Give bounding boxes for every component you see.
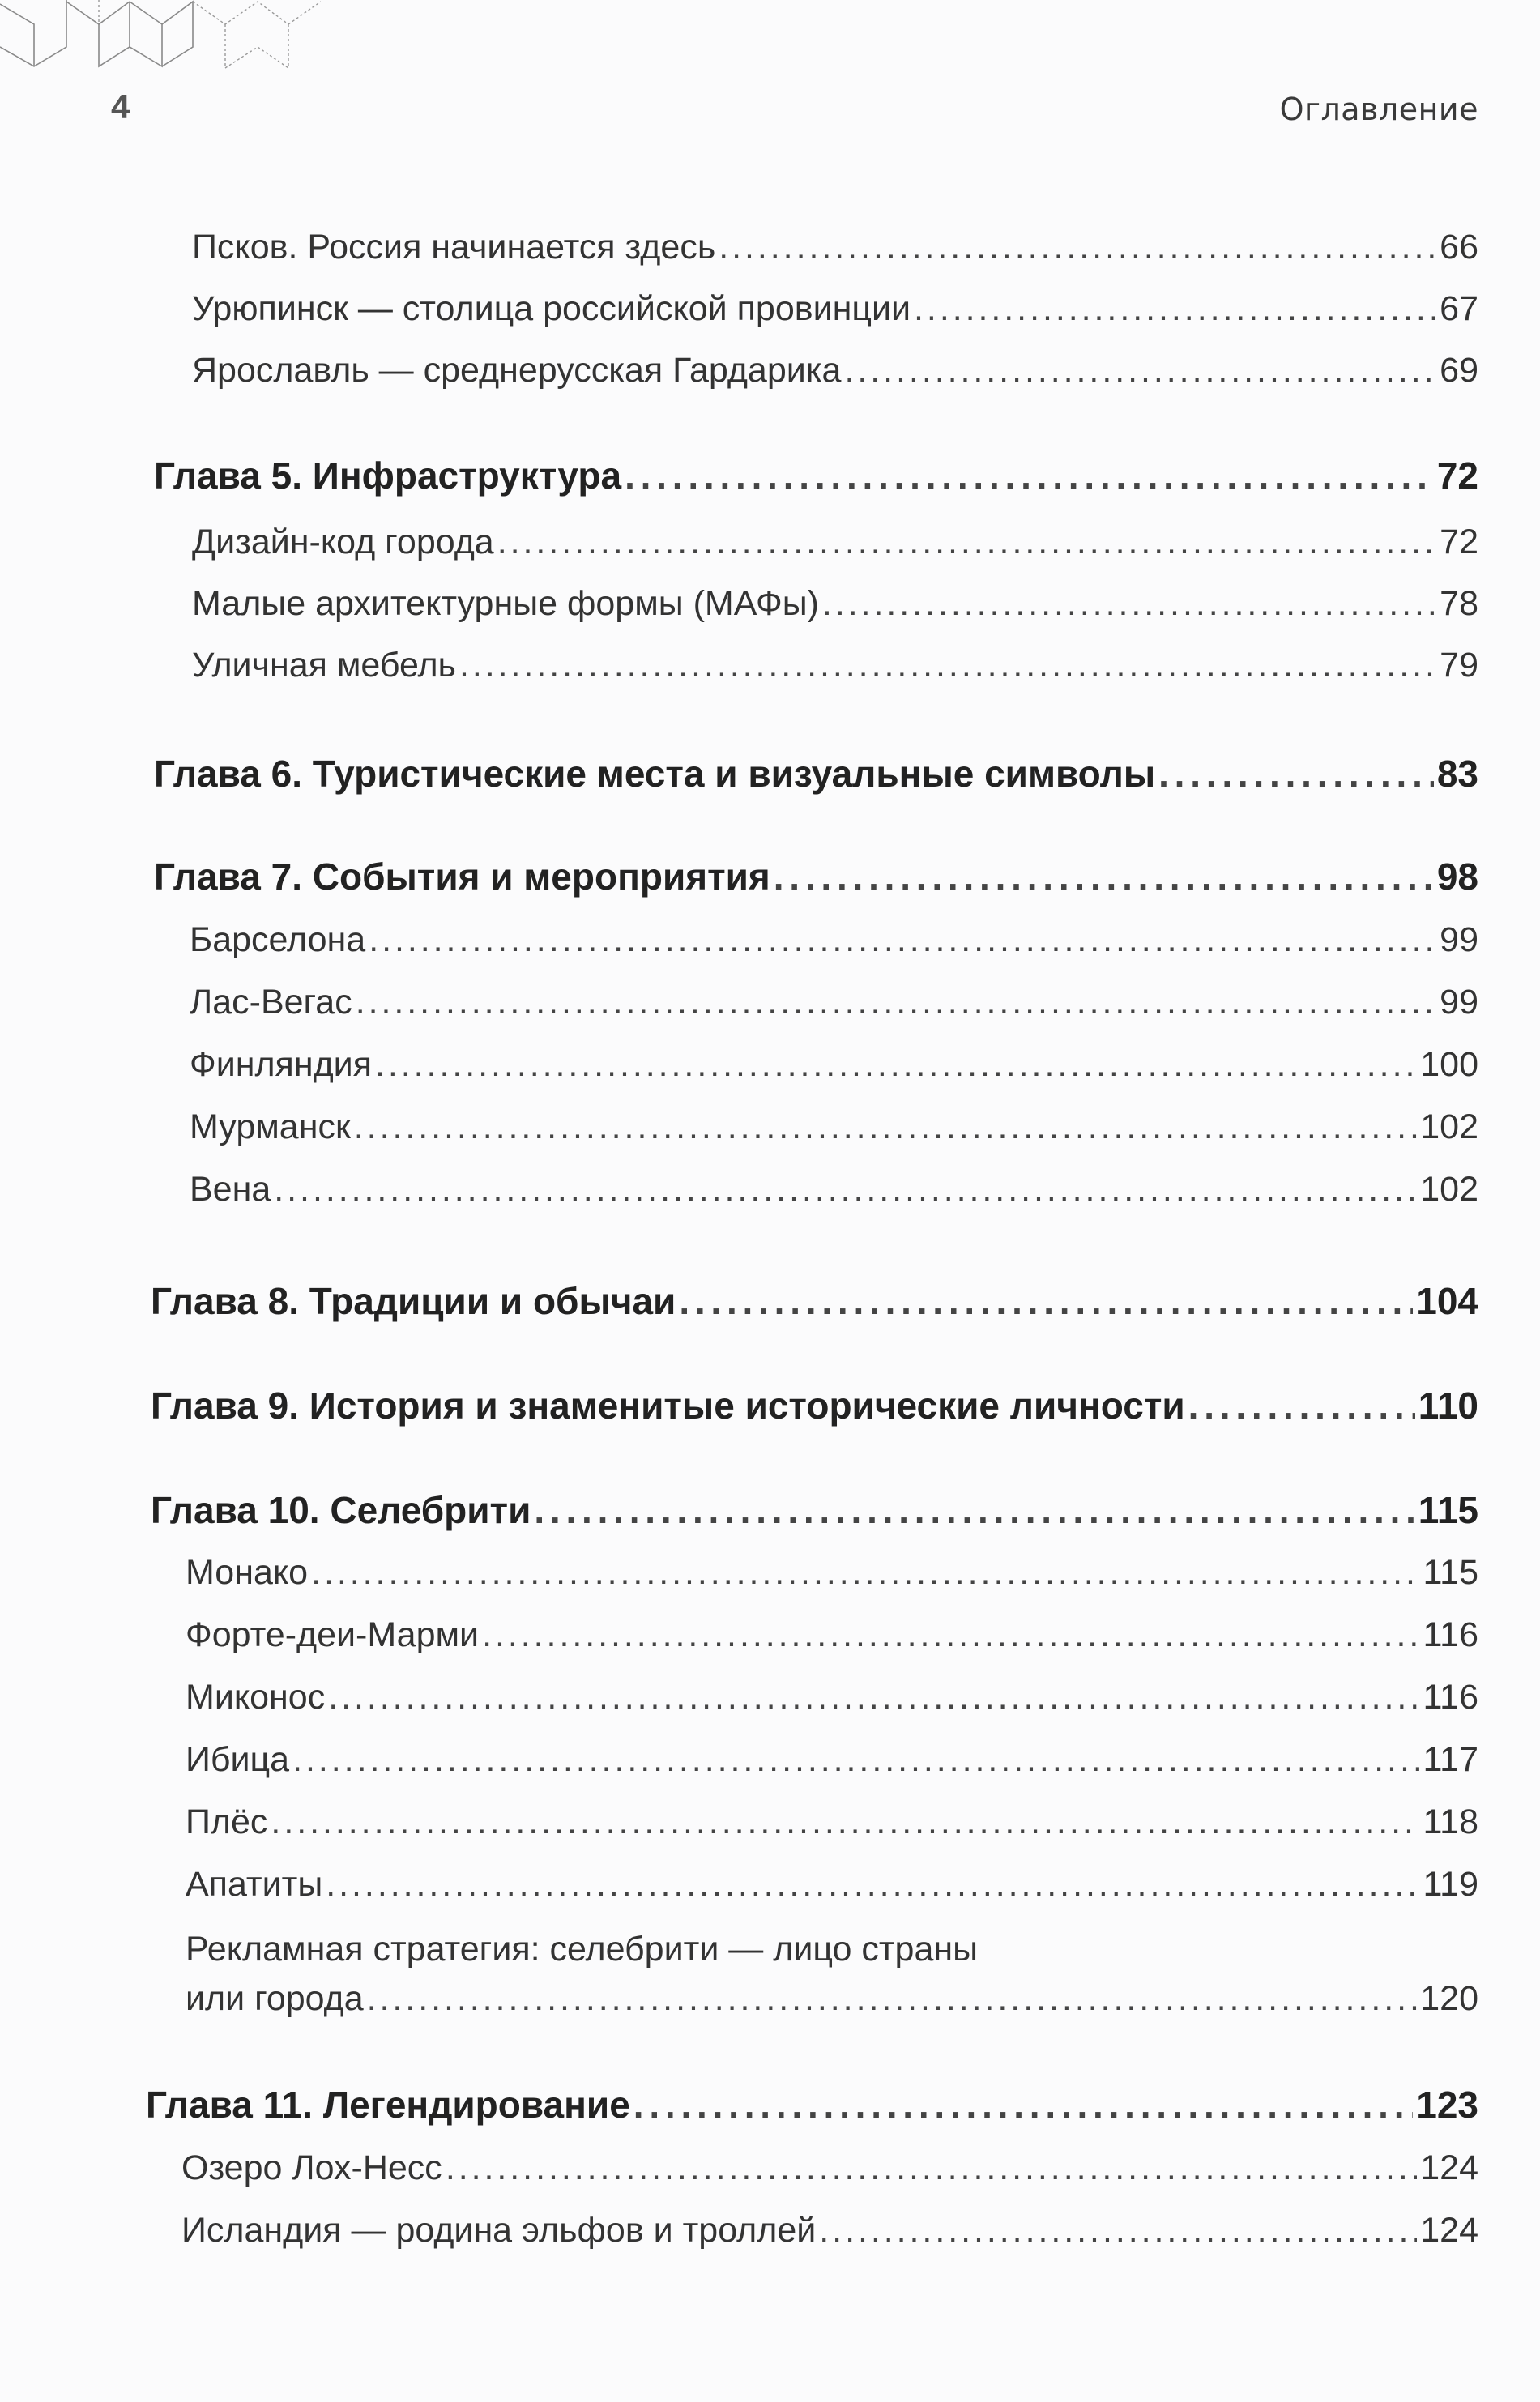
toc-entry-page: 72 — [1440, 523, 1478, 561]
toc-entry-page: 124 — [1420, 2211, 1478, 2250]
toc-chapter-page: 83 — [1436, 753, 1478, 795]
toc-entry-title: Финляндия — [190, 1045, 372, 1084]
toc-entry-page: 102 — [1420, 1170, 1478, 1209]
toc-entry-page: 116 — [1423, 1678, 1478, 1717]
dot-leader — [914, 290, 1436, 328]
toc-entry[interactable] — [190, 983, 1478, 1022]
toc-entry[interactable] — [181, 2149, 1478, 2187]
toc-entry-page: 116 — [1423, 1615, 1478, 1654]
toc-entry-title: Барселона — [190, 920, 366, 959]
toc-entry-title-line1[interactable]: Рекламная стратегия: селебрити — лицо страны — [186, 1930, 979, 1969]
dot-leader — [482, 1616, 1419, 1654]
toc-chapter-title: Глава 6. Туристические места и визуальные символы — [154, 753, 1156, 795]
toc-entry-title: Миконос — [186, 1678, 326, 1717]
toc-chapter[interactable] — [151, 1490, 1478, 1531]
toc-entry[interactable] — [186, 1741, 1478, 1779]
toc-entry[interactable] — [190, 1108, 1478, 1146]
dot-leader — [625, 455, 1434, 497]
dot-leader — [311, 1554, 1419, 1592]
toc-entry-title: Ибица — [186, 1740, 290, 1779]
dot-leader — [844, 352, 1436, 390]
toc-chapter-title: Глава 8. Традиции и обычаи — [151, 1280, 676, 1322]
toc-entry[interactable] — [192, 290, 1478, 328]
dot-leader — [367, 1980, 1418, 2018]
toc-entry-page: 66 — [1440, 228, 1478, 267]
toc-chapter-page: 123 — [1416, 2084, 1478, 2126]
dot-leader — [326, 1866, 1419, 1904]
toc-entry-title: Монако — [186, 1553, 309, 1592]
toc-chapter[interactable] — [154, 856, 1478, 898]
toc-chapter[interactable] — [154, 455, 1478, 497]
toc-entry-title: Дизайн-код города — [192, 523, 494, 561]
running-head: Оглавление — [1279, 92, 1478, 127]
toc-chapter[interactable] — [146, 2084, 1478, 2126]
toc-entry[interactable] — [186, 1980, 1478, 2018]
dot-leader — [819, 2212, 1417, 2250]
toc-entry[interactable] — [192, 646, 1478, 685]
toc-entry[interactable] — [190, 921, 1478, 959]
toc-entry[interactable] — [181, 2212, 1478, 2250]
toc-chapter-page: 72 — [1436, 454, 1478, 497]
dot-leader — [356, 983, 1436, 1022]
toc-chapter-page: 115 — [1418, 1489, 1478, 1531]
page-number: 4 — [111, 87, 130, 126]
toc-chapter-title: Глава 5. Инфраструктура — [154, 454, 622, 497]
toc-entry-title: Плёс — [186, 1803, 268, 1841]
toc-entry-title: Озеро Лох-Несс — [181, 2148, 442, 2187]
dot-leader — [822, 585, 1436, 623]
toc-chapter-title: Глава 7. События и мероприятия — [154, 855, 770, 898]
toc-chapter-page: 110 — [1418, 1384, 1478, 1427]
toc-entry[interactable] — [190, 1046, 1478, 1084]
toc-entry-title: Ярославль — среднерусская Гардарика — [192, 351, 842, 390]
dot-leader — [774, 856, 1434, 898]
toc-entry[interactable] — [192, 352, 1478, 390]
dot-leader — [1188, 1385, 1415, 1427]
hexagon-cube-pattern-decoration — [0, 0, 502, 81]
toc-entry[interactable] — [192, 523, 1478, 561]
dot-leader — [534, 1490, 1414, 1531]
toc-entry-title: Исландия — родина эльфов и троллей — [181, 2211, 817, 2250]
toc-entry[interactable] — [190, 1171, 1478, 1209]
toc-chapter-title: Глава 10. Селебрити — [151, 1489, 531, 1531]
dot-leader — [633, 2084, 1413, 2126]
toc-entry-page: 78 — [1440, 584, 1478, 623]
toc-entry[interactable] — [186, 1679, 1478, 1717]
toc-entry[interactable] — [186, 1616, 1478, 1654]
toc-entry-title: Малые архитектурные формы (МАФы) — [192, 584, 819, 623]
dot-leader — [274, 1171, 1417, 1209]
toc-entry[interactable] — [186, 1803, 1478, 1841]
dot-leader — [354, 1108, 1417, 1146]
toc-entry-title: Псков. Россия начинается здесь — [192, 228, 716, 267]
dot-leader — [459, 646, 1436, 685]
toc-entry[interactable] — [192, 585, 1478, 623]
toc-entry-page: 102 — [1420, 1107, 1478, 1146]
toc-entry-page: 120 — [1420, 1979, 1478, 2018]
toc-entry-page: 115 — [1423, 1553, 1478, 1592]
toc-entry-page: 124 — [1420, 2148, 1478, 2187]
toc-entry-title: Форте-деи-Марми — [186, 1615, 480, 1654]
toc-entry[interactable] — [186, 1554, 1478, 1592]
dot-leader — [369, 921, 1436, 959]
dot-leader — [497, 523, 1436, 561]
toc-chapter-title: Глава 11. Легендирование — [146, 2084, 630, 2126]
toc-chapter[interactable] — [154, 753, 1478, 795]
toc-entry-page: 67 — [1440, 289, 1478, 328]
toc-entry-title: Апатиты — [186, 1865, 323, 1904]
dot-leader — [271, 1803, 1419, 1841]
toc-entry[interactable] — [186, 1866, 1478, 1904]
toc-entry-page: 69 — [1440, 351, 1478, 390]
dot-leader — [328, 1679, 1419, 1717]
dot-leader — [679, 1281, 1413, 1322]
toc-entry-title: Мурманск — [190, 1107, 351, 1146]
dot-leader — [1158, 753, 1434, 795]
toc-entry-page: 118 — [1423, 1803, 1478, 1841]
toc-chapter-page: 98 — [1436, 855, 1478, 898]
toc-entry-page: 117 — [1423, 1740, 1478, 1779]
toc-entry-title: Лас-Вегас — [190, 983, 352, 1022]
toc-entry-title: Урюпинск — столица российской провинции — [192, 289, 911, 328]
dot-leader — [719, 228, 1436, 267]
toc-chapter-page: 104 — [1416, 1280, 1478, 1322]
toc-entry-title: или города — [186, 1979, 364, 2018]
dot-leader — [375, 1046, 1417, 1084]
toc-chapter-title: Глава 9. История и знаменитые исторические личности — [151, 1384, 1185, 1427]
toc-entry-page: 79 — [1440, 646, 1478, 685]
toc-chapter[interactable] — [151, 1385, 1478, 1427]
toc-entry-title: Вена — [190, 1170, 271, 1209]
toc-entry-page: 99 — [1440, 983, 1478, 1022]
toc-entry-page: 99 — [1440, 920, 1478, 959]
dot-leader — [292, 1741, 1419, 1779]
toc-entry[interactable] — [192, 228, 1478, 267]
dot-leader — [446, 2149, 1417, 2187]
toc-chapter[interactable] — [151, 1281, 1478, 1322]
toc-entry-page: 100 — [1420, 1045, 1478, 1084]
toc-entry-page: 119 — [1423, 1865, 1478, 1904]
toc-entry-title: Уличная мебель — [192, 646, 456, 685]
